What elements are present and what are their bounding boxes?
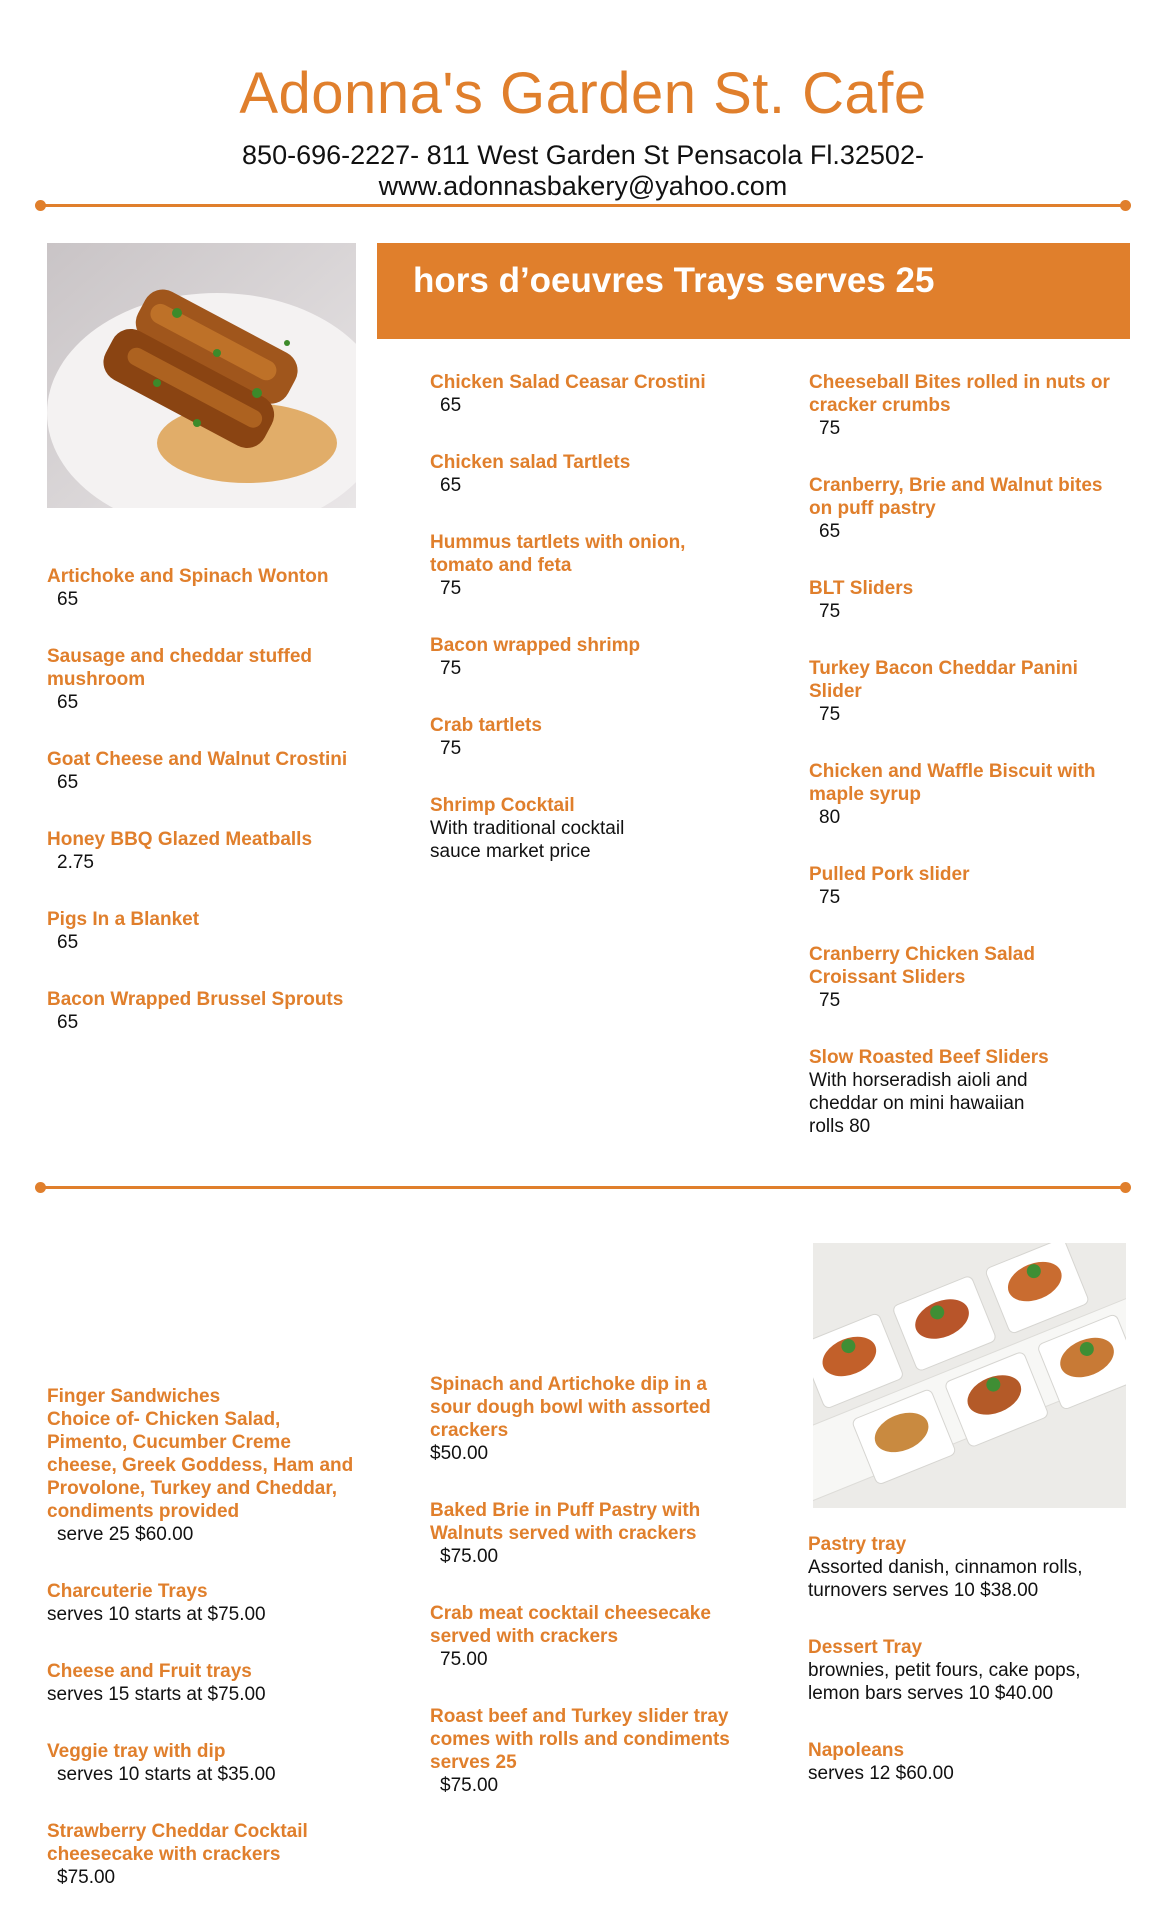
menu-item-price: 75 xyxy=(440,578,462,599)
menu-item-name: Pigs In a Blanket xyxy=(47,909,200,930)
contact-email-line: www.adonnasbakery@yahoo.com xyxy=(378,171,788,201)
divider-dot-left xyxy=(35,200,46,211)
menu-column-5 xyxy=(430,1373,770,1831)
menu-item xyxy=(430,371,760,417)
top-divider xyxy=(38,204,1128,207)
menu-item-name: Spinach and Artichoke dip in a sour dough bowl with assorted crackers xyxy=(430,1374,711,1441)
menu-item-name: Finger Sandwiches Choice of- Chicken Salad, Pimento, Cucumber Creme cheese, Greek Goddess, Ham and Provolone, Turkey and Cheddar, condiments provided xyxy=(47,1386,354,1522)
menu-item-name: BLT Sliders xyxy=(809,578,914,599)
menu-item xyxy=(430,634,760,680)
menu-item-price: $50.00 xyxy=(430,1443,489,1464)
menu-item-name: Shrimp Cocktail xyxy=(430,795,575,816)
menu-item xyxy=(47,988,377,1034)
menu-item-price: 75 xyxy=(440,658,462,679)
menu-item-name: Dessert Tray xyxy=(808,1637,923,1658)
menu-column-2 xyxy=(430,371,760,897)
menu-item xyxy=(430,1705,770,1797)
menu-item-name: Chicken salad Tartlets xyxy=(430,452,631,473)
menu-item xyxy=(47,645,377,714)
menu-item-name: Veggie tray with dip xyxy=(47,1741,226,1762)
menu-item-name: Crab tartlets xyxy=(430,715,542,736)
menu-item-name: Bacon wrapped shrimp xyxy=(430,635,641,656)
menu-column-4 xyxy=(47,1385,387,1923)
contact-address-line: 850-696-2227- 811 West Garden St Pensacola Fl.32502- xyxy=(242,140,924,170)
menu-item-price: 65 xyxy=(819,521,841,542)
menu-item-name: Cheese and Fruit trays xyxy=(47,1661,252,1682)
menu-item xyxy=(47,1385,387,1546)
menu-item xyxy=(809,474,1139,543)
cafe-title: Adonna's Garden St. Cafe xyxy=(239,61,927,126)
menu-item-price: 75 xyxy=(440,738,462,759)
menu-column-1 xyxy=(47,565,377,1068)
menu-item xyxy=(808,1636,1148,1705)
menu-column-3 xyxy=(809,371,1139,1172)
menu-item xyxy=(47,1820,387,1889)
menu-item-name: Roast beef and Turkey slider tray comes with rolls and condiments serves 25 xyxy=(430,1706,730,1773)
menu-item xyxy=(809,577,1139,623)
menu-item xyxy=(808,1533,1148,1602)
menu-item xyxy=(47,1660,387,1706)
menu-item-price: 2.75 xyxy=(57,852,94,873)
menu-item xyxy=(47,908,377,954)
menu-item-price: 65 xyxy=(57,932,79,953)
menu-item-price: 65 xyxy=(57,772,79,793)
menu-item-price: 65 xyxy=(57,692,79,713)
menu-item-price: 65 xyxy=(440,475,462,496)
hors-doeuvres-banner xyxy=(377,243,1130,339)
menu-item-name: Crab meat cocktail cheesecake served with crackers xyxy=(430,1603,711,1647)
menu-item-price: 75 xyxy=(819,887,841,908)
menu-item-price: Assorted danish, cinnamon rolls, turnovers serves 10 $38.00 xyxy=(808,1557,1083,1601)
menu-item-name: Cranberry, Brie and Walnut bites on puff pastry xyxy=(809,475,1103,519)
menu-item-price: With horseradish aioli and cheddar on mini hawaiian rolls 80 xyxy=(809,1070,1028,1137)
menu-item-name: Cranberry Chicken Salad Croissant Sliders xyxy=(809,944,1035,988)
menu-item-price: $75.00 xyxy=(57,1867,116,1888)
menu-item-name: Charcuterie Trays xyxy=(47,1581,208,1602)
menu-item-price: 75 xyxy=(819,601,841,622)
middle-divider xyxy=(38,1186,1128,1189)
menu-item-name: Slow Roasted Beef Sliders xyxy=(809,1047,1049,1068)
menu-item-price: $75.00 xyxy=(440,1546,499,1567)
menu-item xyxy=(430,451,760,497)
menu-item xyxy=(47,565,377,611)
menu-item-name: Artichoke and Spinach Wonton xyxy=(47,566,329,587)
menu-item xyxy=(808,1739,1148,1785)
menu-item-price: brownies, petit fours, cake pops, lemon bars serves 10 $40.00 xyxy=(808,1660,1081,1704)
menu-item-price: serves 10 starts at $75.00 xyxy=(47,1604,266,1625)
menu-item xyxy=(47,828,377,874)
menu-item xyxy=(809,943,1139,1012)
menu-item-name: Pulled Pork slider xyxy=(809,864,970,885)
menu-item xyxy=(430,714,760,760)
menu-item xyxy=(430,1373,770,1465)
menu-item xyxy=(430,531,760,600)
menu-item-name: Strawberry Cheddar Cocktail cheesecake with crackers xyxy=(47,1821,308,1865)
menu-item xyxy=(809,1046,1139,1138)
menu-item-name: Pastry tray xyxy=(808,1534,907,1555)
menu-item xyxy=(47,1740,387,1786)
divider-dot-right xyxy=(1120,1182,1131,1193)
menu-item-price: serves 12 $60.00 xyxy=(808,1763,954,1784)
menu-item-name: Turkey Bacon Cheddar Panini Slider xyxy=(809,658,1078,702)
menu-item-price: serves 15 starts at $75.00 xyxy=(47,1684,266,1705)
menu-item-name: Bacon Wrapped Brussel Sprouts xyxy=(47,989,344,1010)
menu-item-price: 75 xyxy=(819,990,841,1011)
menu-item-price: 75.00 xyxy=(440,1649,488,1670)
menu-item-price: With traditional cocktail sauce market price xyxy=(430,818,625,862)
menu-item xyxy=(430,794,760,863)
menu-item-name: Chicken Salad Ceasar Crostini xyxy=(430,372,706,393)
menu-item-price: 65 xyxy=(440,395,462,416)
contact-info xyxy=(0,140,1166,202)
menu-item-name: Baked Brie in Puff Pastry with Walnuts served with crackers xyxy=(430,1500,701,1544)
menu-item-name: Honey BBQ Glazed Meatballs xyxy=(47,829,313,850)
divider-dot-left xyxy=(35,1182,46,1193)
menu-item-price: 80 xyxy=(819,807,841,828)
menu-item xyxy=(809,657,1139,726)
menu-item xyxy=(47,748,377,794)
menu-item-price: 65 xyxy=(57,1012,79,1033)
menu-item-name: Cheeseball Bites rolled in nuts or cracker crumbs xyxy=(809,372,1110,416)
menu-item-price: 75 xyxy=(819,418,841,439)
menu-item-price: $75.00 xyxy=(440,1775,499,1796)
menu-item-price: serves 10 starts at $35.00 xyxy=(57,1764,276,1785)
menu-item-price: 75 xyxy=(819,704,841,725)
menu-item xyxy=(809,863,1139,909)
menu-item xyxy=(47,1580,387,1626)
divider-dot-right xyxy=(1120,200,1131,211)
menu-item-name: Goat Cheese and Walnut Crostini xyxy=(47,749,348,770)
menu-item xyxy=(809,760,1139,829)
wonton-photo xyxy=(47,243,356,508)
menu-column-6 xyxy=(808,1533,1148,1819)
menu-item-price: serve 25 $60.00 xyxy=(57,1524,194,1545)
menu-item-name: Hummus tartlets with onion, tomato and feta xyxy=(430,532,686,576)
menu-item xyxy=(809,371,1139,440)
menu-item xyxy=(430,1499,770,1568)
banner-label: hors d’oeuvres Trays serves 25 xyxy=(413,261,935,300)
menu-item-name: Napoleans xyxy=(808,1740,905,1761)
menu-item-name: Chicken and Waffle Biscuit with maple syrup xyxy=(809,761,1096,805)
appetizer-photo xyxy=(813,1243,1126,1508)
menu-item-name: Sausage and cheddar stuffed mushroom xyxy=(47,646,313,690)
menu-item-price: 65 xyxy=(57,589,79,610)
menu-item xyxy=(430,1602,770,1671)
